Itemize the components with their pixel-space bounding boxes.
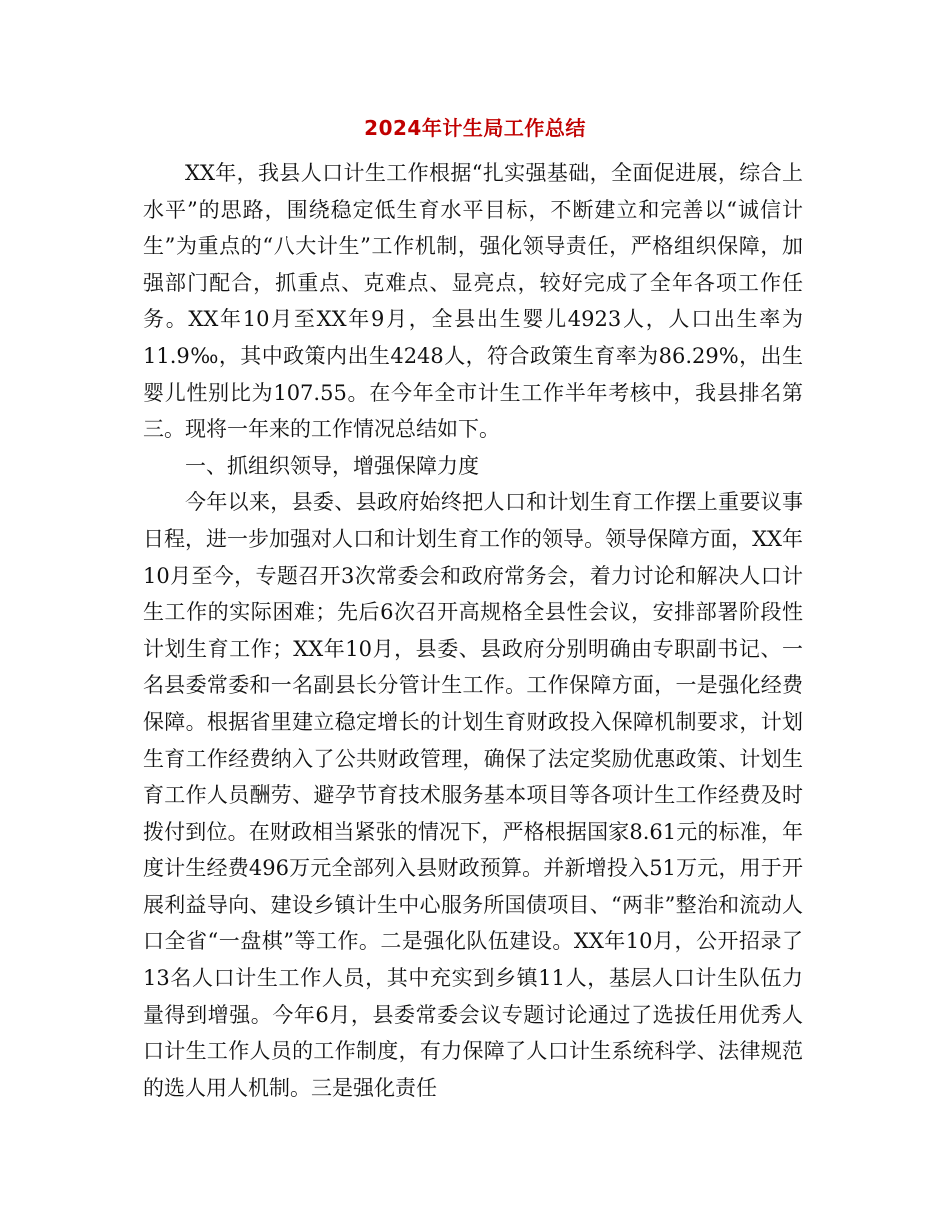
intro-paragraph: XX年，我县人口计生工作根据“扎实强基础，全面促进展，综合上水平”的思路，围绕稳定低生育水平目标，不断建立和完善以“诚信计生”为重点的“八大计生”工作机制，强化领导责任，严格组织保障，加强部门配合，抓重点、克难点、显亮点，较好完成了全年各项工作任务。XX年10月至XX年9月，全县出生婴儿4923人，人口出生率为11.9‰，其中政策内出生4248人，符合政策生育率为86.29%，出生婴儿性别比为107.55。在今年全市计生工作半年考核中，我县排名第三。现将一年来的工作情况总结如下。 xyxy=(143,161,803,442)
section-heading: 一、抓组织领导，增强保障力度 xyxy=(185,453,479,478)
section-paragraph: 今年以来，县委、县政府始终把人口和计划生育工作摆上重要议事日程，进一步加强对人口和计划生育工作的领导。领导保障方面，XX年10月至今，专题召开3次常委会和政府常务会，着力讨论和解决人口计生工作的实际困难；先后6次召开高规格全县性会议，安排部署阶段性计划生育工作；XX年10月，县委、县政府分别明确由专职副书记、一名县委常委和一名副县长分管计生工作。工作保障方面，一是强化经费保障。根据省里建立稳定增长的计划生育财政投入保障机制要求，计划生育工作经费纳入了公共财政管理，确保了法定奖励优惠政策、计划生育工作人员酬劳、避孕节育技术服务基本项目等各项计生工作经费及时拨付到位。在财政相当紧张的情况下，严格根据国家8.61元的标准，年度计生经费496万元全部列入县财政预算。并新增投入51万元，用于开展利益导向、建设乡镇计生中心服务所国债项目、“两非”整治和流动人口全省“一盘棋”等工作。二是强化队伍建设。XX年10月，公开招录了13名人口计生工作人员，其中充实到乡镇11人，基层人口计生队伍力量得到增强。今年6月，县委常委会议专题讨论通过了选拔任用优秀人口计生工作人员的工作制度，有力保障了人口计生系统科学、法律规范的选人用人机制。三是强化责任 xyxy=(143,490,803,1100)
document-body xyxy=(143,155,803,1106)
document-title: 2024年计生局工作总结 xyxy=(364,116,586,140)
